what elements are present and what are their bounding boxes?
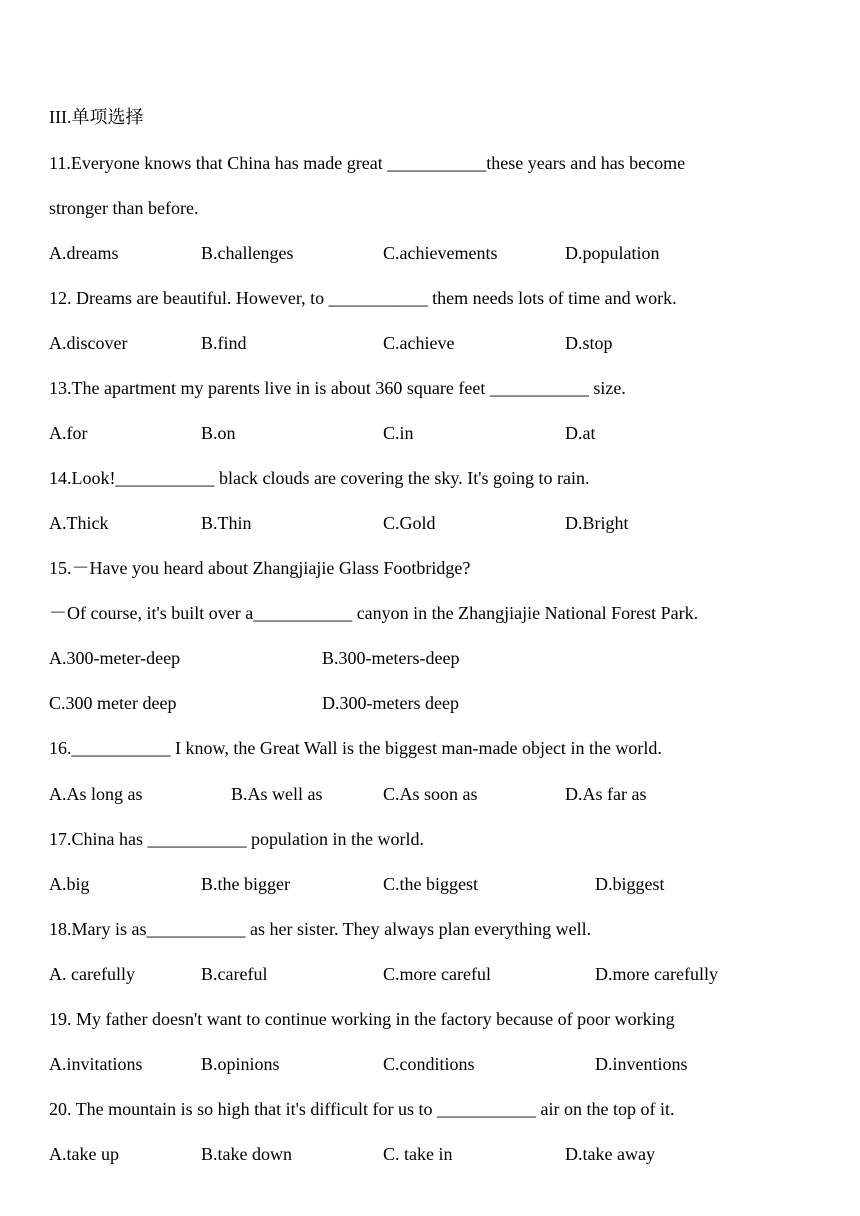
question-stem: 20. The mountain is so high that it's difficult for us to ___________ air on the top of it. <box>49 1099 675 1119</box>
option-c: C.achieve <box>383 333 455 353</box>
option-c: C.300 meter deep <box>49 693 177 713</box>
option-b: B.take down <box>201 1144 292 1164</box>
section-title: III.单项选择 <box>49 107 144 127</box>
question-stem: 15.－Have you heard about Zhangjiajie Glass Footbridge? <box>49 558 471 578</box>
option-a: A.take up <box>49 1144 119 1164</box>
option-b: B.300-meters-deep <box>322 648 460 668</box>
option-a: A.discover <box>49 333 128 353</box>
option-d: D.population <box>565 243 660 263</box>
option-d: D.at <box>565 423 596 443</box>
option-d: D.300-meters deep <box>322 693 459 713</box>
option-d: D.biggest <box>595 874 665 894</box>
option-a: A.big <box>49 874 90 894</box>
option-c: C.Gold <box>383 513 436 533</box>
option-b: B.challenges <box>201 243 294 263</box>
option-d: D.take away <box>565 1144 655 1164</box>
option-d: D.inventions <box>595 1054 688 1074</box>
option-c: C.conditions <box>383 1054 475 1074</box>
option-c: C.achievements <box>383 243 498 263</box>
question-stem: 11.Everyone knows that China has made great ___________these years and has become <box>49 153 686 173</box>
option-a: A.As long as <box>49 784 143 804</box>
option-b: B.the bigger <box>201 874 290 894</box>
option-b: B.find <box>201 333 247 353</box>
option-b: B.careful <box>201 964 268 984</box>
option-b: B.As well as <box>231 784 323 804</box>
option-b: B.opinions <box>201 1054 280 1074</box>
option-d: D.Bright <box>565 513 629 533</box>
option-c: C.the biggest <box>383 874 478 894</box>
question-stem: stronger than before. <box>49 198 199 218</box>
option-a: A.invitations <box>49 1054 143 1074</box>
option-a: A.Thick <box>49 513 109 533</box>
option-b: B.on <box>201 423 236 443</box>
question-stem: 17.China has ___________ population in the world. <box>49 829 424 849</box>
question-stem: 19. My father doesn't want to continue working in the factory because of poor working <box>49 1009 675 1029</box>
question-stem: 18.Mary is as___________ as her sister. They always plan everything well. <box>49 919 592 939</box>
option-a: A. carefully <box>49 964 135 984</box>
question-stem: 13.The apartment my parents live in is about 360 square feet ___________ size. <box>49 378 626 398</box>
question-stem: 16.___________ I know, the Great Wall is the biggest man-made object in the world. <box>49 738 662 758</box>
option-d: D.As far as <box>565 784 647 804</box>
option-d: D.more carefully <box>595 964 718 984</box>
option-a: A.300-meter-deep <box>49 648 181 668</box>
option-c: C. take in <box>383 1144 453 1164</box>
option-c: C.in <box>383 423 414 443</box>
option-d: D.stop <box>565 333 613 353</box>
option-a: A.dreams <box>49 243 119 263</box>
option-c: C.more careful <box>383 964 491 984</box>
question-stem: －Of course, it's built over a___________ canyon in the Zhangjiajie National Forest Park. <box>49 603 699 623</box>
question-stem: 12. Dreams are beautiful. However, to ___________ them needs lots of time and work. <box>49 288 677 308</box>
question-stem: 14.Look!___________ black clouds are covering the sky. It's going to rain. <box>49 468 590 488</box>
option-a: A.for <box>49 423 88 443</box>
option-b: B.Thin <box>201 513 252 533</box>
option-c: C.As soon as <box>383 784 478 804</box>
